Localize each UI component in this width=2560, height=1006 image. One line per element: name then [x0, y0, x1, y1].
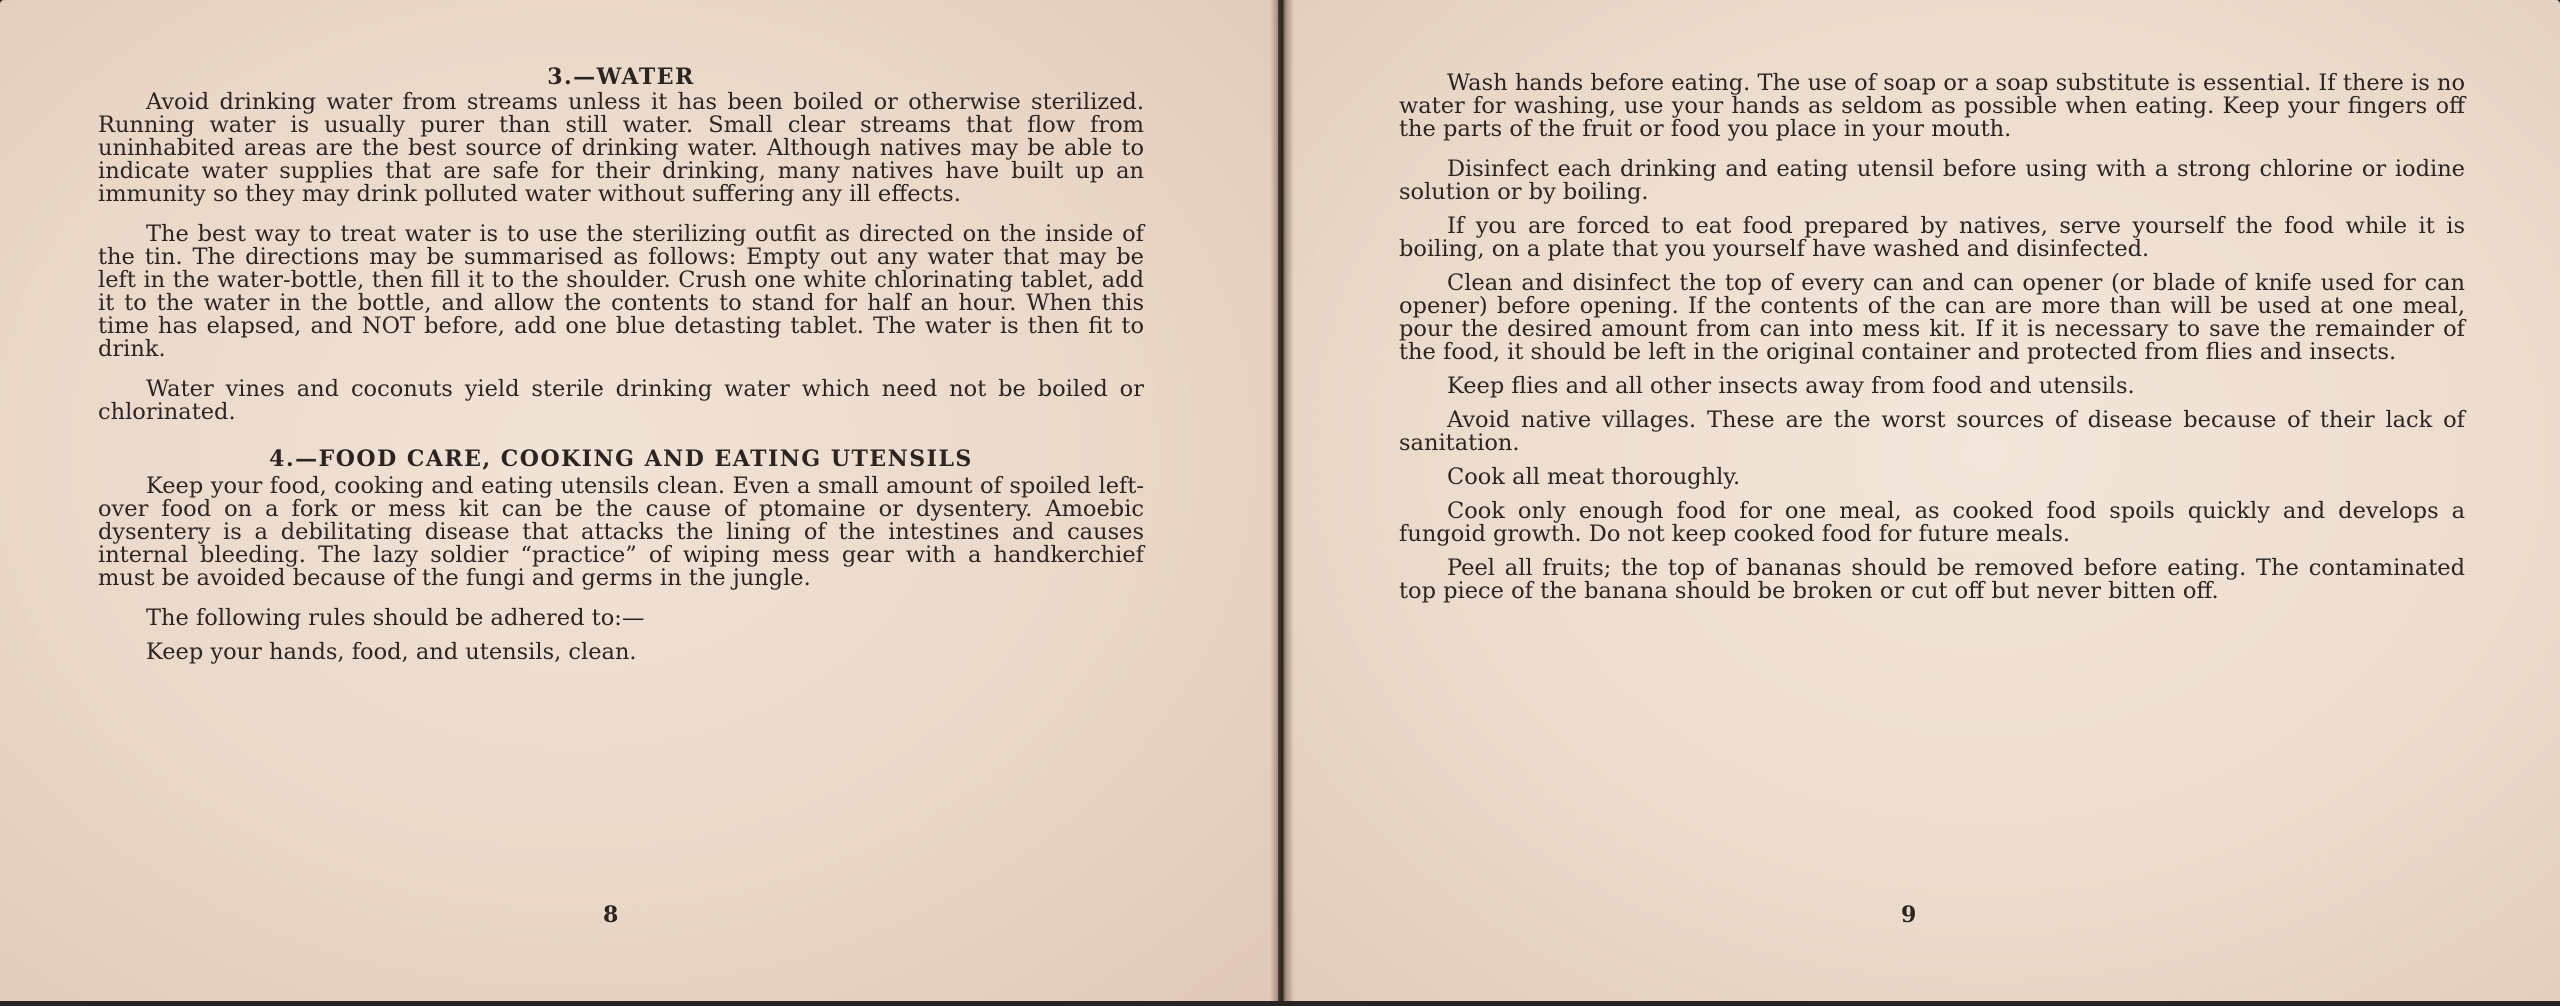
paragraph: Avoid drinking water from streams unless it has been boiled or otherwise sterilized. Running water is usually purer than still water. Small clear streams that flow from uninhabited areas are the best source of drinking water. Although natives may be able to indicate water supplies that are safe for their drinking, many natives have built up an immunity so they may drink polluted water without suffering any ill effects.	[98, 89, 1144, 207]
paragraph: The following rules should be adhered to:—	[146, 605, 645, 631]
paragraph: Clean and disinfect the top of every can and can opener (or blade of knife used for can opener) before opening. If the contents of the can are more than will be used at one meal, pour the desired amount from can into mess kit. If it is necessary to save the remainder of the food, it should be left in the original container and protected from flies and insects.	[1399, 270, 2465, 365]
paragraph: Water vines and coconuts yield sterile drinking water which need not be boiled or chlorinated.	[98, 376, 1144, 425]
bottom-edge-shadow	[0, 1001, 2560, 1006]
paragraph: Cook all meat thoroughly.	[1447, 464, 1741, 490]
paragraph: Peel all fruits; the top of bananas should be removed before eating. The contaminated top piece of the banana should be broken or cut off but never bitten off.	[1399, 555, 2465, 604]
page-number-left: 8	[603, 902, 619, 928]
section-heading-water: 3.—WATER	[547, 64, 695, 90]
page-number-right: 9	[1901, 902, 1917, 928]
paragraph: Wash hands before eating. The use of soap or a soap substitute is essential. If there is no water for washing, use your hands as seldom as possible when eating. Keep your fingers off the parts of the fruit or food you place in your mouth.	[1399, 70, 2465, 142]
paragraph: Keep your food, cooking and eating utensils clean. Even a small amount of spoiled left-over food on a fork or mess kit can be the cause of ptomaine or dysentery. Amoebic dysentery is a debilitating disease that attacks the lining of the intestines and causes internal bleeding. The lazy soldier “practice” of wiping mess gear with a handkerchief must be avoided because of the fungi and germs in the jungle.	[98, 473, 1144, 591]
left-page-text-column	[98, 66, 1144, 675]
paragraph: Cook only enough food for one meal, as cooked food spoils quickly and develops a fungoid growth. Do not keep cooked food for future meals.	[1399, 498, 2465, 547]
paragraph: Disinfect each drinking and eating utensil before using with a strong chlorine or iodine solution or by boiling.	[1399, 156, 2465, 205]
book-gutter	[1270, 0, 1294, 1006]
paragraph: Keep your hands, food, and utensils, clean.	[146, 639, 637, 665]
paragraph: Keep flies and all other insects away from food and utensils.	[1447, 373, 2135, 399]
right-page-text-column	[1399, 72, 2465, 614]
left-page	[0, 0, 1278, 1006]
section-heading-food-care: 4.—FOOD CARE, COOKING AND EATING UTENSILS	[269, 446, 973, 472]
paragraph: The best way to treat water is to use the sterilizing outfit as directed on the inside of the tin. The directions may be summarised as follows: Empty out any water that may be left in the water-bottle, then fill it to the shoulder. Crush one white chlorinating tablet, add it to the water in the bottle, and allow the contents to stand for half an hour. When this time has elapsed, and NOT before, add one blue detasting tablet. The water is then fit to drink.	[98, 221, 1144, 362]
paragraph: Avoid native villages. These are the worst sources of disease because of their lack of sanitation.	[1399, 407, 2465, 456]
paragraph: If you are forced to eat food prepared by natives, serve yourself the food while it is boiling, on a plate that you yourself have washed and disinfected.	[1399, 213, 2465, 262]
right-page	[1283, 0, 2560, 1006]
